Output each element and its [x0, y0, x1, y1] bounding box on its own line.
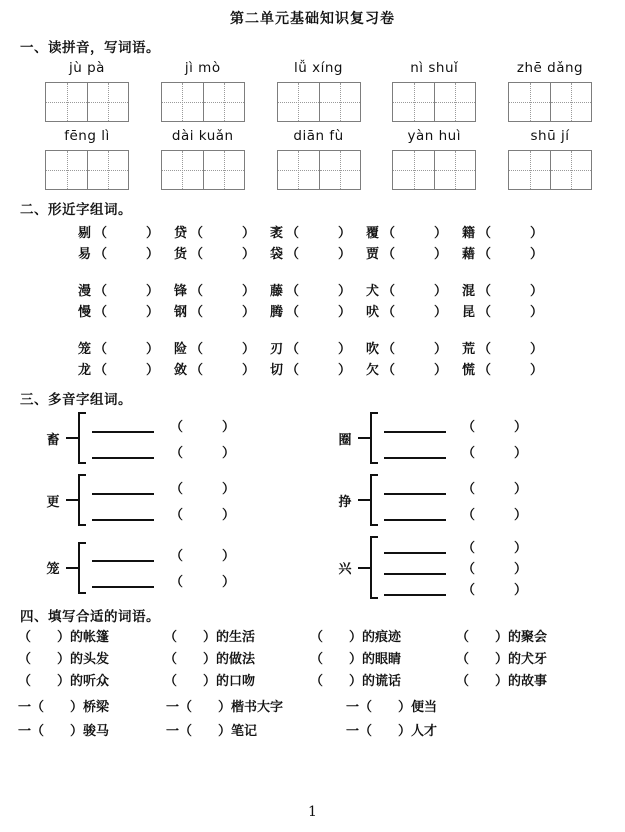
char: 吠 — [366, 305, 380, 320]
fill-word-item[interactable]: （ ）的谎话 — [310, 674, 402, 689]
blank-line[interactable] — [384, 480, 446, 495]
brace-icon — [370, 474, 378, 526]
pinyin-cell — [150, 58, 256, 122]
answer-paren[interactable]: （ ） — [382, 247, 448, 262]
tianzige-cell[interactable] — [162, 83, 203, 121]
answer-paren[interactable]: （ ） — [382, 305, 448, 320]
answer-paren[interactable]: （ ） — [190, 226, 256, 241]
char: 贾 — [366, 247, 380, 262]
tianzige-cell[interactable] — [87, 151, 128, 189]
polyphonic-char: 笼 — [46, 562, 60, 577]
tianzige-box[interactable] — [508, 82, 592, 122]
brace-stub — [358, 499, 370, 501]
answer-paren[interactable]: （ ） — [190, 247, 256, 262]
char: 犬 — [366, 284, 380, 299]
tianzige-cell[interactable] — [434, 151, 475, 189]
similar-char-item[interactable] — [270, 223, 366, 244]
char: 货 — [174, 247, 188, 262]
fill-word-item[interactable]: （ ）的头发 — [18, 652, 110, 667]
blank-line[interactable] — [92, 418, 154, 433]
polyphonic-char: 畜 — [46, 432, 60, 448]
tianzige-cell[interactable] — [393, 83, 434, 121]
answer-line-row[interactable] — [378, 578, 527, 599]
polyphonic-group — [40, 474, 332, 526]
tianzige-box[interactable] — [161, 150, 245, 190]
polyphonic-char: 挣 — [338, 494, 352, 510]
pinyin-text: diān fù — [293, 128, 344, 144]
answer-paren[interactable]: （ ） — [462, 481, 528, 497]
answer-paren[interactable]: （ ） — [382, 342, 448, 357]
similar-char-group — [0, 281, 625, 323]
brace-icon — [370, 536, 378, 599]
tianzige-box[interactable] — [45, 150, 129, 190]
answer-paren[interactable]: （ ） — [286, 284, 352, 299]
measure-word-row — [0, 720, 625, 744]
answer-line-row[interactable] — [378, 557, 527, 578]
char: 袋 — [270, 247, 284, 262]
polyphonic-group — [332, 474, 624, 526]
measure-word-item[interactable]: 一（ ）笔记 — [166, 724, 258, 739]
char: 覆 — [366, 226, 380, 241]
polyphonic-block — [0, 412, 625, 599]
spacer — [0, 265, 625, 276]
brace-stub — [66, 437, 78, 439]
answer-line-row[interactable] — [86, 474, 235, 500]
fill-word-row — [0, 671, 625, 693]
blank-line[interactable] — [92, 444, 154, 459]
blank-line[interactable] — [384, 560, 446, 575]
answer-paren[interactable]: （ ） — [286, 247, 352, 262]
answer-line-row[interactable] — [86, 412, 235, 438]
polyphonic-char: 更 — [46, 494, 60, 510]
char: 刃 — [270, 342, 284, 357]
fill-word-item[interactable]: （ ）的故事 — [456, 674, 548, 689]
similar-char-item[interactable] — [366, 281, 462, 302]
fill-word-item[interactable]: （ ）的口吻 — [164, 674, 256, 689]
section-3-heading: 三、多音字组词。 — [20, 392, 132, 408]
tianzige-cell[interactable] — [393, 151, 434, 189]
brace-icon — [78, 474, 86, 526]
similar-char-row — [0, 223, 625, 244]
tianzige-cell[interactable] — [162, 151, 203, 189]
fill-word-item[interactable]: （ ）的做法 — [164, 652, 256, 667]
answer-paren[interactable]: （ ） — [190, 305, 256, 320]
answer-paren[interactable]: （ ） — [94, 284, 160, 299]
similar-char-item[interactable] — [78, 360, 174, 381]
polyphonic-group — [332, 412, 624, 464]
pinyin-text: jù pà — [69, 60, 105, 76]
char: 易 — [78, 247, 92, 262]
similar-char-item[interactable] — [78, 302, 174, 323]
answer-line-row[interactable] — [86, 500, 235, 526]
similar-char-item[interactable] — [366, 302, 462, 323]
tianzige-cell[interactable] — [434, 83, 475, 121]
similar-char-item[interactable] — [174, 244, 270, 265]
similar-char-item[interactable] — [462, 281, 558, 302]
answer-paren[interactable]: （ ） — [478, 284, 544, 299]
char: 剔 — [78, 226, 92, 241]
tianzige-box[interactable] — [392, 82, 476, 122]
pinyin-writing-block — [0, 58, 625, 190]
answer-lines — [86, 474, 235, 526]
similar-char-item[interactable] — [366, 360, 462, 381]
brace-stub — [66, 499, 78, 501]
tianzige-cell[interactable] — [46, 83, 87, 121]
char: 欠 — [366, 363, 380, 378]
measure-word-item[interactable]: 一（ ）人才 — [346, 724, 438, 739]
answer-line-row[interactable] — [378, 412, 527, 438]
measure-word-item[interactable]: 一（ ）楷书大字 — [166, 700, 284, 715]
similar-char-row — [0, 244, 625, 265]
polyphonic-group — [40, 536, 332, 599]
blank-line[interactable] — [92, 506, 154, 521]
char: 龙 — [78, 363, 92, 378]
pinyin-cell — [150, 126, 256, 190]
tianzige-box[interactable] — [277, 150, 361, 190]
similar-char-item[interactable] — [270, 360, 366, 381]
similar-char-group — [0, 223, 625, 265]
pinyin-cell — [381, 58, 487, 122]
tianzige-box[interactable] — [277, 82, 361, 122]
blank-line[interactable] — [384, 539, 446, 554]
tianzige-cell[interactable] — [203, 151, 244, 189]
char: 腾 — [270, 305, 284, 320]
char: 藉 — [462, 247, 476, 262]
similar-char-item[interactable] — [174, 360, 270, 381]
answer-paren[interactable]: （ ） — [382, 284, 448, 299]
spacer — [0, 323, 625, 334]
pinyin-text: yàn huì — [407, 128, 461, 144]
char: 袤 — [270, 226, 284, 241]
blank-line[interactable] — [384, 418, 446, 433]
pinyin-cell — [497, 126, 603, 190]
answer-lines — [378, 536, 527, 599]
answer-paren[interactable]: （ ） — [462, 583, 528, 598]
char: 吹 — [366, 342, 380, 357]
answer-paren[interactable]: （ ） — [286, 363, 352, 378]
answer-paren[interactable]: （ ） — [94, 305, 160, 320]
brace-stub — [358, 567, 370, 569]
fill-word-item[interactable]: （ ）的聚会 — [456, 630, 548, 645]
measure-word-item[interactable]: 一（ ）桥梁 — [18, 700, 110, 715]
answer-paren[interactable]: （ ） — [94, 247, 160, 262]
brace-stub — [358, 437, 370, 439]
similar-char-item[interactable] — [462, 302, 558, 323]
similar-char-item[interactable] — [462, 339, 558, 360]
answer-paren[interactable]: （ ） — [170, 549, 236, 564]
tianzige-cell[interactable] — [278, 83, 319, 121]
answer-paren[interactable]: （ ） — [462, 562, 528, 577]
brace-icon — [78, 542, 86, 594]
similar-char-item[interactable] — [174, 302, 270, 323]
answer-line-row[interactable] — [86, 568, 235, 594]
pinyin-row — [0, 126, 625, 190]
answer-paren[interactable]: （ ） — [94, 363, 160, 378]
fill-word-item[interactable]: （ ）的帐篷 — [18, 630, 110, 645]
pinyin-text: shū jí — [530, 128, 570, 144]
measure-word-item[interactable]: 一（ ）骏马 — [18, 724, 110, 739]
similar-char-group — [0, 339, 625, 381]
measure-word-item[interactable]: 一（ ）便当 — [346, 700, 438, 715]
answer-paren[interactable]: （ ） — [94, 342, 160, 357]
tianzige-cell[interactable] — [203, 83, 244, 121]
similar-char-item[interactable] — [174, 223, 270, 244]
similar-char-item[interactable] — [366, 223, 462, 244]
page-number: 1 — [308, 804, 317, 820]
similar-char-item[interactable] — [270, 281, 366, 302]
fill-word-item[interactable]: （ ）的生活 — [164, 630, 256, 645]
pinyin-cell — [381, 126, 487, 190]
similar-char-item[interactable] — [270, 339, 366, 360]
fill-word-item[interactable]: （ ）的眼睛 — [310, 652, 402, 667]
answer-paren[interactable]: （ ） — [170, 419, 236, 435]
pinyin-text: zhē dǎng — [516, 60, 584, 76]
answer-paren[interactable]: （ ） — [462, 419, 528, 435]
answer-paren[interactable]: （ ） — [286, 226, 352, 241]
polyphonic-group — [332, 536, 624, 599]
answer-line-row[interactable] — [378, 438, 527, 464]
similar-char-item[interactable] — [174, 339, 270, 360]
section-4-heading: 四、填写合适的词语。 — [20, 609, 160, 625]
similar-char-item[interactable] — [78, 244, 174, 265]
fill-word-item[interactable]: （ ）的听众 — [18, 674, 110, 689]
answer-paren[interactable]: （ ） — [190, 363, 256, 378]
char: 慢 — [78, 305, 92, 320]
answer-lines — [378, 474, 527, 526]
pinyin-text: jì mò — [184, 60, 221, 76]
similar-char-row — [0, 281, 625, 302]
answer-paren[interactable]: （ ） — [190, 284, 256, 299]
pinyin-cell — [497, 58, 603, 122]
similar-char-item[interactable] — [462, 244, 558, 265]
answer-paren[interactable]: （ ） — [382, 363, 448, 378]
similar-char-row — [0, 302, 625, 323]
char: 混 — [462, 284, 476, 299]
answer-paren[interactable]: （ ） — [478, 342, 544, 357]
answer-paren[interactable]: （ ） — [170, 507, 236, 523]
pinyin-text: nì shuǐ — [410, 60, 459, 76]
tianzige-box[interactable] — [161, 82, 245, 122]
pinyin-cell — [266, 58, 372, 122]
answer-lines — [86, 542, 235, 594]
char: 锋 — [174, 284, 188, 299]
similar-char-item[interactable] — [78, 339, 174, 360]
pinyin-text: fēng lì — [64, 128, 110, 144]
measure-word-row — [0, 696, 625, 720]
answer-paren[interactable]: （ ） — [170, 481, 236, 497]
char: 籍 — [462, 226, 476, 241]
tianzige-box[interactable] — [45, 82, 129, 122]
brace-stub — [66, 567, 78, 569]
char: 险 — [174, 342, 188, 357]
answer-paren[interactable]: （ ） — [462, 445, 528, 461]
page-title: 第二单元基础知识复习卷 — [230, 11, 395, 27]
polyphonic-row — [0, 536, 625, 599]
answer-line-row[interactable] — [378, 474, 527, 500]
char: 藤 — [270, 284, 284, 299]
tianzige-cell[interactable] — [278, 151, 319, 189]
tianzige-cell[interactable] — [319, 151, 360, 189]
tianzige-cell[interactable] — [550, 151, 591, 189]
section-2-heading: 二、形近字组词。 — [20, 202, 132, 218]
similar-char-item[interactable] — [78, 281, 174, 302]
answer-line-row[interactable] — [378, 536, 527, 557]
pinyin-cell — [34, 58, 140, 122]
answer-lines — [378, 412, 527, 464]
answer-line-row[interactable] — [86, 542, 235, 568]
similar-char-item[interactable] — [462, 223, 558, 244]
similar-char-item[interactable] — [366, 339, 462, 360]
similar-char-item[interactable] — [462, 360, 558, 381]
fill-word-item[interactable]: （ ）的犬牙 — [456, 652, 548, 667]
answer-paren[interactable]: （ ） — [382, 226, 448, 241]
polyphonic-row — [0, 412, 625, 464]
pinyin-text: lǚ xíng — [294, 60, 343, 76]
char: 敛 — [174, 363, 188, 378]
blank-line[interactable] — [384, 506, 446, 521]
answer-paren[interactable]: （ ） — [190, 342, 256, 357]
char: 漫 — [78, 284, 92, 299]
brace-icon — [78, 412, 86, 464]
similar-char-item[interactable] — [270, 302, 366, 323]
pinyin-cell — [266, 126, 372, 190]
similar-char-item[interactable] — [78, 223, 174, 244]
tianzige-box[interactable] — [392, 150, 476, 190]
answer-lines — [86, 412, 235, 464]
pinyin-cell — [34, 126, 140, 190]
blank-line[interactable] — [92, 547, 154, 562]
polyphonic-row — [0, 474, 625, 526]
tianzige-cell[interactable] — [509, 151, 550, 189]
tianzige-cell[interactable] — [319, 83, 360, 121]
answer-line-row[interactable] — [378, 500, 527, 526]
pinyin-row — [0, 58, 625, 122]
answer-paren[interactable]: （ ） — [170, 445, 236, 461]
answer-paren[interactable]: （ ） — [478, 305, 544, 320]
char: 切 — [270, 363, 284, 378]
answer-paren[interactable]: （ ） — [286, 305, 352, 320]
similar-char-item[interactable] — [366, 244, 462, 265]
answer-paren[interactable]: （ ） — [462, 541, 528, 556]
fill-word-row — [0, 649, 625, 671]
char: 昆 — [462, 305, 476, 320]
similar-char-item[interactable] — [270, 244, 366, 265]
answer-paren[interactable]: （ ） — [94, 226, 160, 241]
answer-paren[interactable]: （ ） — [462, 507, 528, 523]
char: 荒 — [462, 342, 476, 357]
answer-paren[interactable]: （ ） — [286, 342, 352, 357]
blank-line[interactable] — [384, 444, 446, 459]
char: 慌 — [462, 363, 476, 378]
answer-line-row[interactable] — [86, 438, 235, 464]
answer-paren[interactable]: （ ） — [478, 247, 544, 262]
brace-icon — [370, 412, 378, 464]
tianzige-box[interactable] — [508, 150, 592, 190]
polyphonic-char: 圈 — [338, 432, 352, 448]
similar-char-row — [0, 360, 625, 381]
tianzige-cell[interactable] — [550, 83, 591, 121]
char: 笼 — [78, 342, 92, 357]
char: 钢 — [174, 305, 188, 320]
answer-paren[interactable]: （ ） — [478, 363, 544, 378]
tianzige-cell[interactable] — [87, 83, 128, 121]
blank-line[interactable] — [92, 480, 154, 495]
similar-char-row — [0, 339, 625, 360]
similar-char-item[interactable] — [174, 281, 270, 302]
fill-word-item[interactable]: （ ）的痕迹 — [310, 630, 402, 645]
answer-paren[interactable]: （ ） — [478, 226, 544, 241]
section-1-heading: 一、读拼音，写词语。 — [20, 40, 160, 56]
fill-word-row — [0, 627, 625, 649]
pinyin-text: dài kuǎn — [171, 128, 234, 144]
tianzige-cell[interactable] — [46, 151, 87, 189]
polyphonic-char: 兴 — [338, 562, 352, 577]
blank-line[interactable] — [92, 573, 154, 588]
tianzige-cell[interactable] — [509, 83, 550, 121]
fill-word-block — [0, 627, 625, 744]
answer-paren[interactable]: （ ） — [170, 575, 236, 590]
polyphonic-group — [40, 412, 332, 464]
char: 贷 — [174, 226, 188, 241]
blank-line[interactable] — [384, 581, 446, 596]
